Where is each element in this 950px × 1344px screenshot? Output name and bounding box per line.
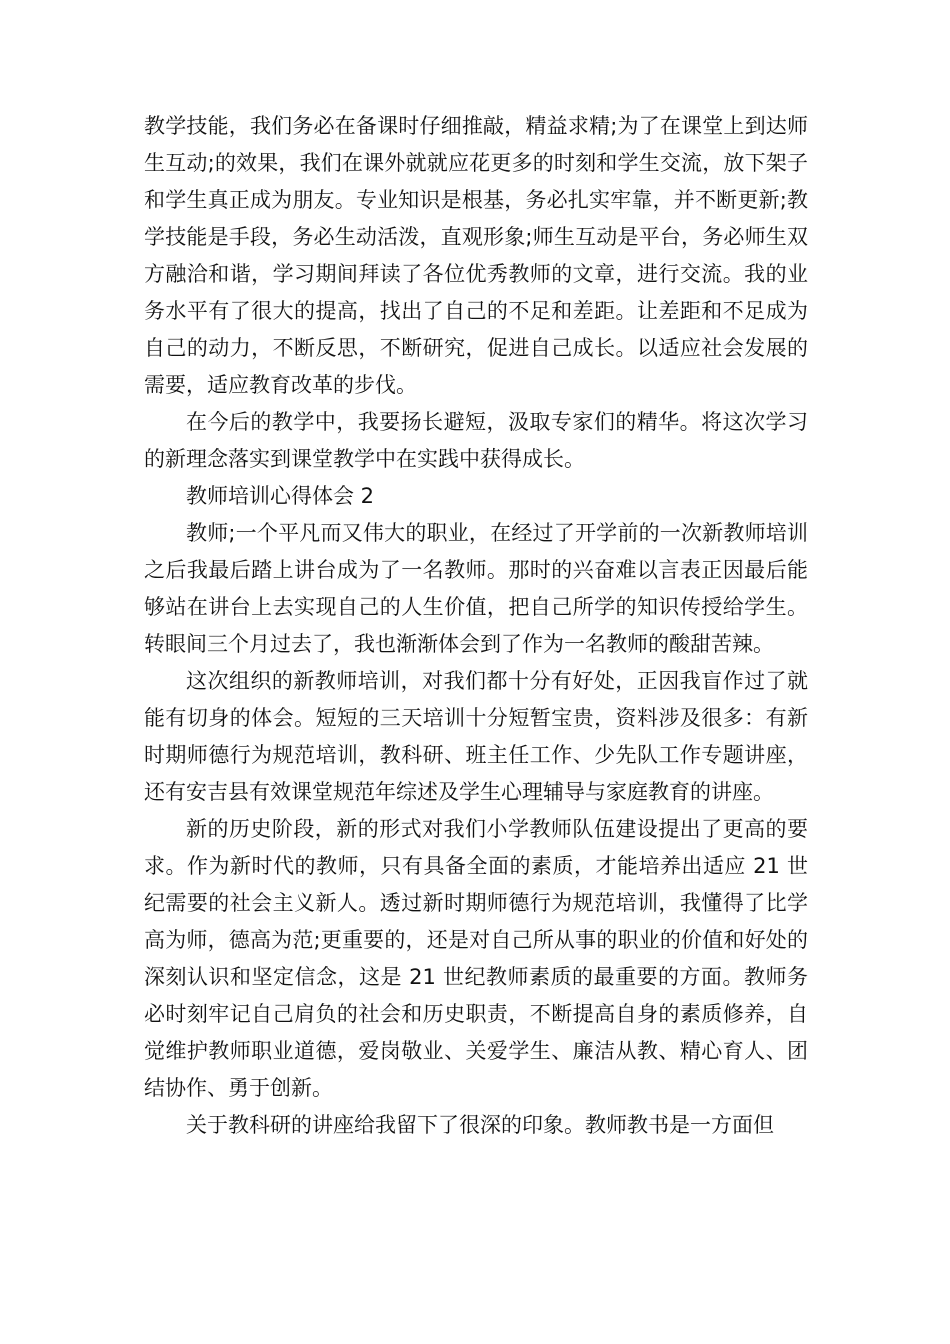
- paragraph-1: 教学技能，我们务必在备课时仔细推敲，精益求精;为了在课堂上到达师生互动;的效果，我们在课外就就应花更多的时刻和学生交流，放下架子和学生真正成为朋友。专业知识是根基，务必扎实牢靠，并不断更新;教学技能是手段，务必生动活泼，直观形象;师生互动是平台，务必师生双方融洽和谐，学习期间拜读了各位优秀教师的文章，进行交流。我的业务水平有了很大的提高，找出了自己的不足和差距。让差距和不足成为自己的动力，不断反思，不断研究，促进自己成长。以适应社会发展的需要，适应教育改革的步伐。: [144, 114, 808, 397]
- document-page: [144, 108, 808, 1144]
- paragraph-5: 新的历史阶段，新的形式对我们小学教师队伍建设提出了更高的要求。作为新时代的教师，只有具备全面的素质，才能培养出适应 21 世纪需要的社会主义新人。透过新时期师德行为规范培训，我懂得了比学高为师，德高为范;更重要的，还是对自己所从事的职业的价值和好处的深刻认识和坚定信念，这是 21 世纪教师素质的最重要的方面。教师务必时刻牢记自己肩负的社会和历史职责，不断提高自身的素质修养，自觉维护教师职业道德，爱岗敬业、关爱学生、廉洁从教、精心育人、团结协作、勇于创新。: [144, 817, 808, 1100]
- paragraph-4: 这次组织的新教师培训，对我们都十分有好处，正因我盲作过了就能有切身的体会。短短的三天培训十分短暂宝贵，资料涉及很多：有新时期师德行为规范培训，教科研、班主任工作、少先队工作专题讲座，还有安吉县有效课堂规范年综述及学生心理辅导与家庭教育的讲座。: [144, 669, 808, 804]
- paragraph-6: 关于教科研的讲座给我留下了很深的印象。教师教书是一方面但: [186, 1113, 774, 1137]
- paragraph-3: 教师;一个平凡而又伟大的职业，在经过了开学前的一次新教师培训之后我最后踏上讲台成为了一名教师。那时的兴奋难以言表正因最后能够站在讲台上去实现自己的人生价值，把自己所学的知识传授给学生。转眼间三个月过去了，我也渐渐体会到了作为一名教师的酸甜苦辣。: [144, 521, 808, 656]
- section-heading: 教师培训心得体会 2: [186, 484, 375, 508]
- paragraph-2: 在今后的教学中，我要扬长避短，汲取专家们的精华。将这次学习的新理念落实到课堂教学中在实践中获得成长。: [144, 410, 808, 471]
